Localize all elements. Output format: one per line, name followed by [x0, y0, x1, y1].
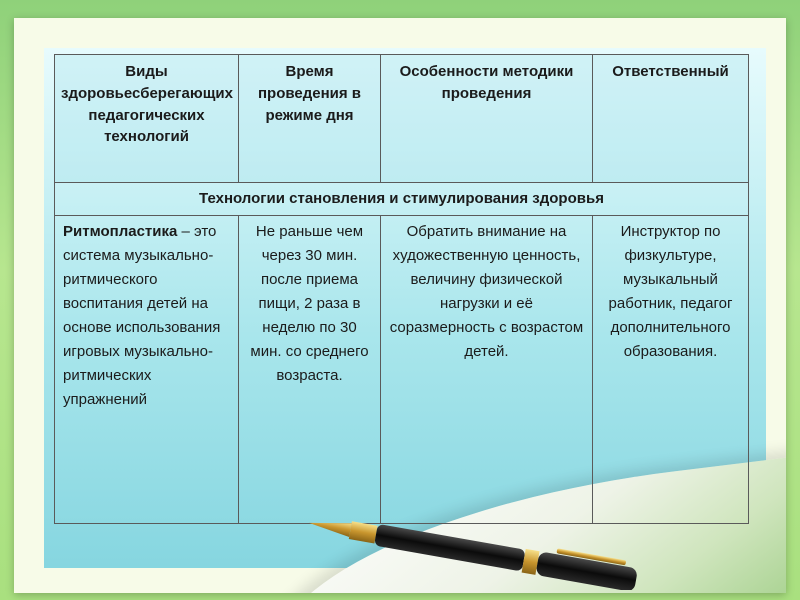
section-title: Технологии становления и стимулирования здоровья	[55, 183, 749, 216]
table-row	[55, 216, 749, 524]
header-time: Время проведения в режиме дня	[239, 55, 381, 183]
header-method: Особенности методики проведения	[381, 55, 593, 183]
header-row	[55, 55, 749, 183]
cell-technology	[55, 216, 239, 524]
header-responsible: Ответственный	[593, 55, 749, 183]
cell-responsible: Инструктор по физкультуре, музыкальный работник, педагог дополнительного образования.	[593, 216, 749, 524]
section-row	[55, 183, 749, 216]
technologies-table	[54, 54, 749, 524]
cell-time: Не раньше чем через 30 мин. после приема пищи, 2 раза в неделю по 30 мин. со среднего возраста.	[239, 216, 381, 524]
technology-term: Ритмопластика	[63, 223, 178, 240]
technology-description: – это система музыкально-ритмического воспитания детей на основе использования игровых музыкально-ритмических упражнений	[63, 223, 221, 408]
header-types: Виды здоровьесберегающих педагогических технологий	[55, 55, 239, 183]
fountain-pen-icon	[300, 520, 660, 590]
cell-method: Обратить внимание на художественную ценность, величину физической нагрузки и её соразмерность с возрастом детей.	[381, 216, 593, 524]
